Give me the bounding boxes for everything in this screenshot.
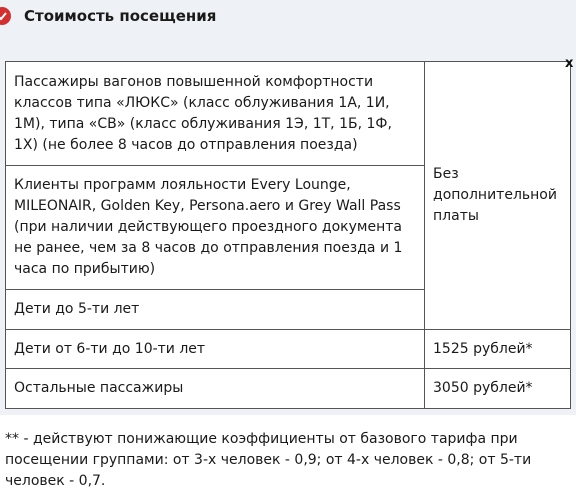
red-badge-icon: [0, 6, 12, 26]
category-cell: Дети от 6-ти до 10-ти лет: [6, 330, 425, 369]
price-table: [5, 61, 571, 409]
section-title: Стоимость посещения: [24, 7, 217, 25]
section-header: [0, 0, 576, 41]
category-cell: Пассажиры вагонов повышенной комфортности классов типа «ЛЮКС» (класс облуживания 1А, 1И, 1М), типа «СВ» (класс облуживания 1Э, 1Т, 1Б, 1Ф, 1Х) (не более 8 часов до отправления поезда): [6, 62, 425, 166]
table-row: [6, 369, 571, 409]
table-row: [6, 62, 571, 166]
footnote: ** - действуют понижающие коэффициенты от базового тарифа при посещении группами: от 3-х человек - 0,9; от 4-х человек - 0,8; от 5-ти человек - 0,7.: [5, 431, 532, 489]
price-cell: 1525 рублей*: [425, 330, 571, 369]
free-price-label: Без дополнительной платы: [433, 166, 557, 224]
close-icon[interactable]: x: [565, 56, 574, 71]
price-cell: 3050 рублей*: [425, 369, 571, 409]
category-cell: Остальные пассажиры: [6, 369, 425, 409]
free-price-cell: [425, 62, 571, 330]
category-cell: Дети до 5-ти лет: [6, 290, 425, 330]
table-row: [6, 330, 571, 369]
category-cell: Клиенты программ лояльности Every Lounge, MILEONAIR, Golden Key, Persona.aero и Grey Wall Pass (при наличии действующего проездного документа не ранее, чем за 8 часов до отправления поезда и 1 часа по прибытию): [6, 166, 425, 290]
